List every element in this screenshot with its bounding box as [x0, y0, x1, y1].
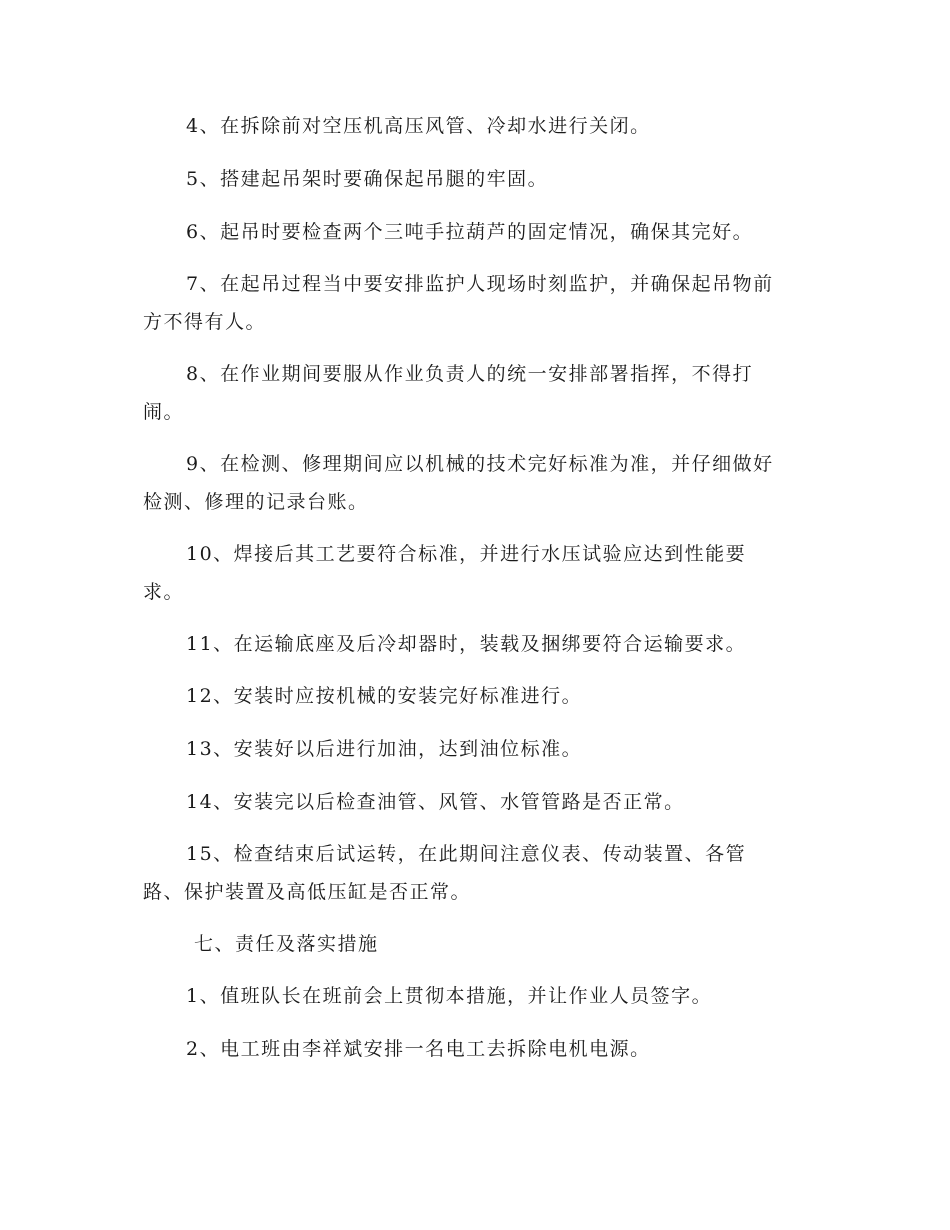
paragraph-item-9-line-1: 9、在检测、修理期间应以机械的技术完好标准为准，并仔细做好	[186, 453, 774, 475]
paragraph-item-15-line-2: 路、保护装置及高低压缸是否正常。	[143, 881, 472, 903]
paragraph-item-12: 12、安装时应按机械的安装完好标准进行。	[186, 685, 583, 707]
section-item-2: 2、电工班由李祥斌安排一名电工去拆除电机电源。	[186, 1038, 651, 1060]
paragraph-item-9-line-2: 检测、修理的记录台账。	[143, 491, 369, 513]
paragraph-item-6: 6、起吊时要检查两个三吨手拉葫芦的固定情况，确保其完好。	[186, 221, 754, 243]
paragraph-item-8-line-1: 8、在作业期间要服从作业负责人的统一安排部署指挥，不得打	[186, 363, 754, 385]
section-heading: 七、责任及落实措施	[194, 933, 379, 955]
paragraph-item-11: 11、在运输底座及后冷却器时，装载及捆绑要符合运输要求。	[186, 633, 747, 655]
paragraph-item-14: 14、安装完以后检查油管、风管、水管管路是否正常。	[186, 791, 685, 813]
paragraph-item-10-line-2: 求。	[143, 581, 185, 603]
paragraph-item-8-line-2: 闹。	[143, 401, 185, 423]
paragraph-item-4: 4、在拆除前对空压机高压风管、冷却水进行关闭。	[186, 115, 651, 137]
paragraph-item-15-line-1: 15、检查结束后试运转，在此期间注意仪表、传动装置、各管	[186, 843, 747, 865]
paragraph-item-13: 13、安装好以后进行加油，达到油位标准。	[186, 738, 583, 760]
paragraph-item-5: 5、搭建起吊架时要确保起吊腿的牢固。	[186, 168, 549, 190]
paragraph-item-7-line-1: 7、在起吊过程当中要安排监护人现场时刻监护，并确保起吊物前	[186, 273, 774, 295]
paragraph-item-7-line-2: 方不得有人。	[143, 311, 267, 333]
paragraph-item-10-line-1: 10、焊接后其工艺要符合标准，并进行水压试验应达到性能要	[186, 543, 747, 565]
section-item-1: 1、值班队长在班前会上贯彻本措施，并让作业人员签字。	[186, 985, 713, 1007]
